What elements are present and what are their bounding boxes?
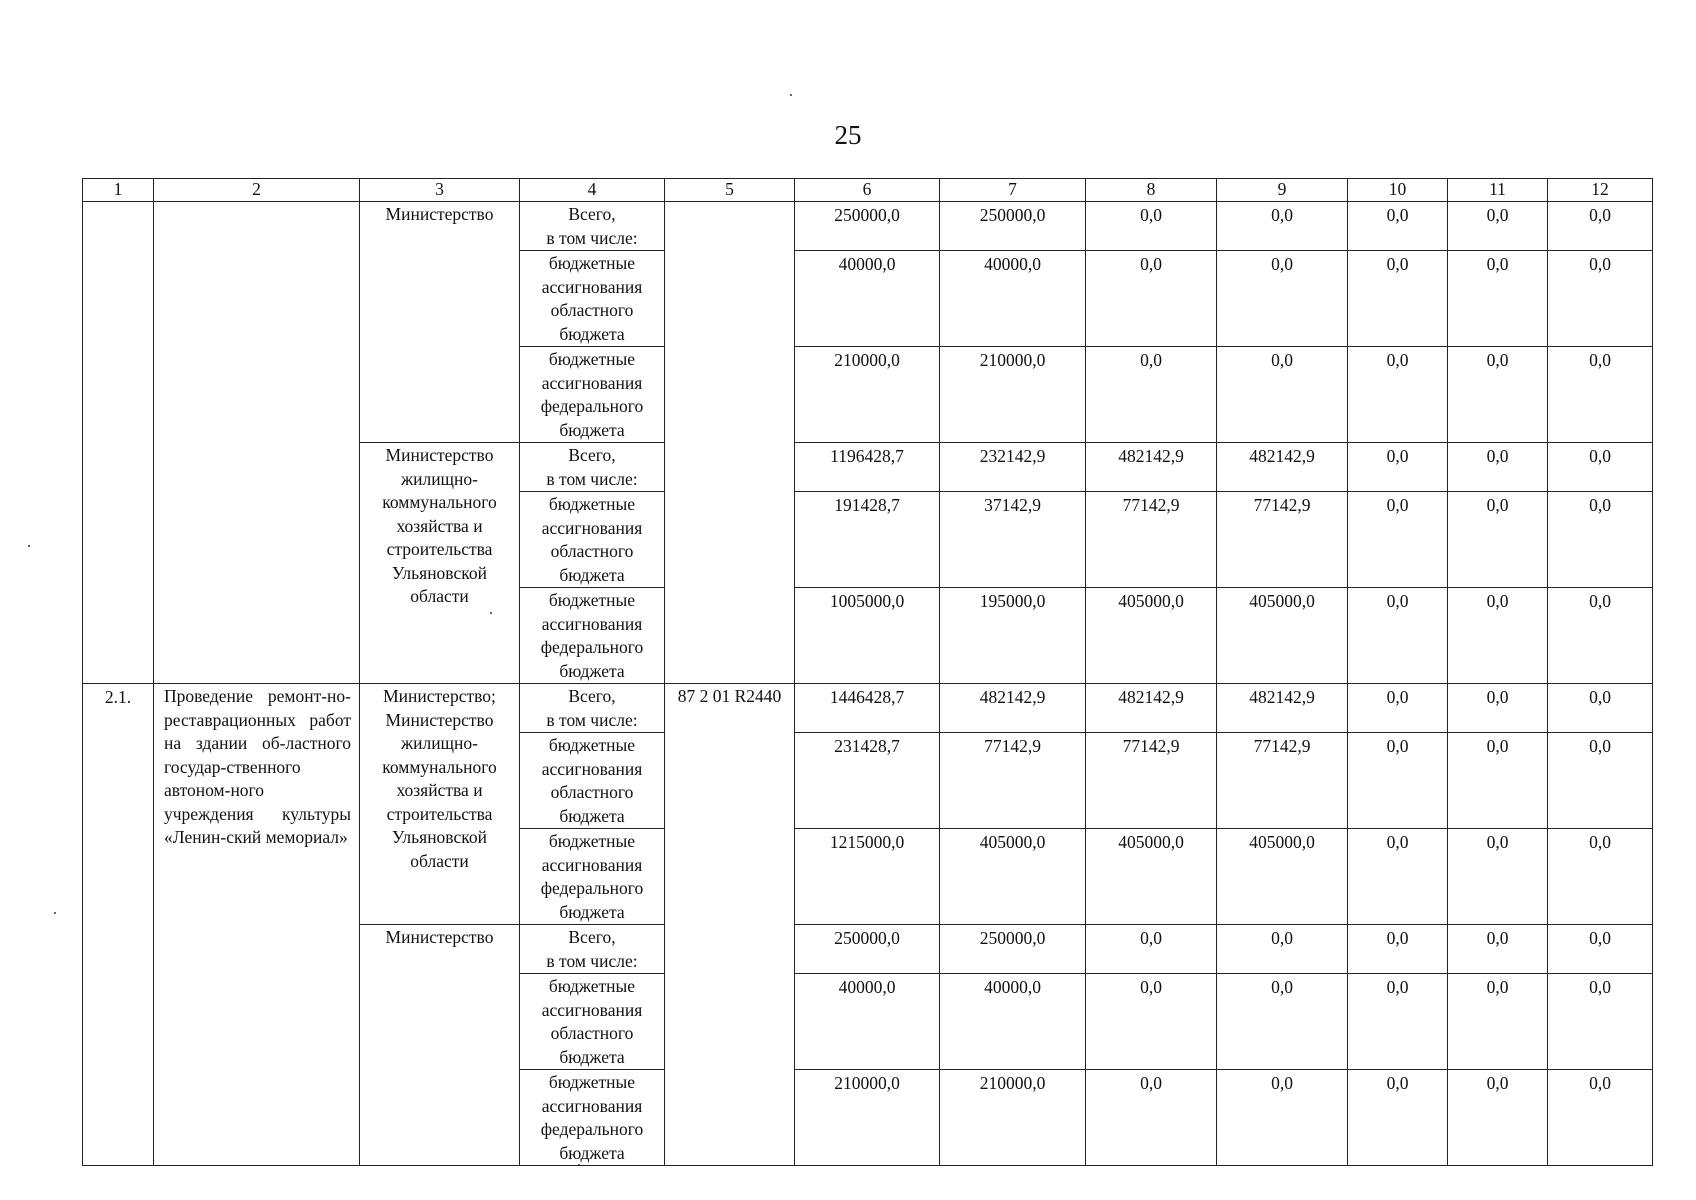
text-line: областного <box>550 300 634 320</box>
column-number-row <box>83 179 1653 202</box>
value-cell: 40000,0 <box>940 974 1086 1070</box>
value-cell: 250000,0 <box>940 925 1086 974</box>
value-cell: 40000,0 <box>795 974 940 1070</box>
text-line: бюджета <box>559 323 625 344</box>
funding-type-cell <box>520 588 665 684</box>
value-cell: 0,0 <box>1448 733 1548 829</box>
text-line: ассигнования <box>541 1095 643 1116</box>
value-cell: 77142,9 <box>1086 733 1217 829</box>
value-cell: 0,0 <box>1548 347 1653 443</box>
table-row <box>83 684 1653 733</box>
text-line: федерального <box>540 1119 644 1139</box>
value-cell: 191428,7 <box>795 492 940 588</box>
text-line: ассигнования <box>541 613 643 634</box>
value-cell: 0,0 <box>1448 251 1548 347</box>
funding-type-cell <box>520 347 665 443</box>
text-line: Ульяновской <box>392 827 487 847</box>
value-cell: 250000,0 <box>795 925 940 974</box>
text-line: бюджетные <box>548 831 636 851</box>
column-number: 2 <box>154 179 360 202</box>
value-cell: 40000,0 <box>795 251 940 347</box>
executor-cell <box>360 443 520 684</box>
scan-speck <box>28 545 30 547</box>
value-cell: 0,0 <box>1217 202 1348 251</box>
text-line: Всего, <box>568 927 616 947</box>
value-cell: 0,0 <box>1086 925 1217 974</box>
value-cell: 0,0 <box>1548 925 1653 974</box>
value-cell: 0,0 <box>1348 251 1448 347</box>
column-number: 3 <box>360 179 520 202</box>
value-cell: 1215000,0 <box>795 829 940 925</box>
value-cell: 0,0 <box>1548 829 1653 925</box>
value-cell: 210000,0 <box>795 1070 940 1166</box>
text-line: в том числе: <box>546 227 638 248</box>
value-cell: 0,0 <box>1348 492 1448 588</box>
text-line: жилищно- <box>401 733 478 753</box>
column-number: 5 <box>665 179 795 202</box>
column-number: 12 <box>1548 179 1653 202</box>
value-cell: 0,0 <box>1548 492 1653 588</box>
text-line: строительства <box>386 803 493 824</box>
value-cell: 0,0 <box>1086 1070 1217 1166</box>
text-line: бюджета <box>559 564 625 585</box>
text-line: бюджета <box>559 901 625 922</box>
value-cell: 0,0 <box>1217 974 1348 1070</box>
text-line: области <box>410 586 469 606</box>
column-number: 10 <box>1348 179 1448 202</box>
text-line: в том числе: <box>546 950 638 971</box>
text-line: бюджетные <box>548 976 636 996</box>
budget-code-cell: 87 2 01 R2440 <box>665 684 795 1166</box>
text-line: бюджетные <box>548 349 636 369</box>
value-cell: 77142,9 <box>940 733 1086 829</box>
value-cell: 0,0 <box>1548 1070 1653 1166</box>
value-cell: 0,0 <box>1448 925 1548 974</box>
text-line: бюджетные <box>548 253 636 273</box>
value-cell: 0,0 <box>1086 974 1217 1070</box>
value-cell: 0,0 <box>1348 1070 1448 1166</box>
text-line: бюджетные <box>548 735 636 755</box>
text-line: Ульяновской <box>392 562 487 583</box>
item-number-cell <box>83 202 154 684</box>
value-cell: 0,0 <box>1086 202 1217 251</box>
funding-type-cell <box>520 202 665 251</box>
text-line: бюджета <box>559 805 625 826</box>
funding-type-cell <box>520 492 665 588</box>
value-cell: 77142,9 <box>1217 492 1348 588</box>
value-cell: 210000,0 <box>940 347 1086 443</box>
value-cell: 405000,0 <box>1086 829 1217 925</box>
value-cell: 0,0 <box>1348 925 1448 974</box>
value-cell: 0,0 <box>1448 443 1548 492</box>
value-cell: 250000,0 <box>795 202 940 251</box>
value-cell: 40000,0 <box>940 251 1086 347</box>
value-cell: 0,0 <box>1548 588 1653 684</box>
value-cell: 0,0 <box>1348 974 1448 1070</box>
value-cell: 1196428,7 <box>795 443 940 492</box>
text-line: ассигнования <box>541 372 643 393</box>
funding-type-cell <box>520 1070 665 1166</box>
value-cell: 0,0 <box>1086 251 1217 347</box>
text-line: ассигнования <box>541 517 643 538</box>
value-cell: 482142,9 <box>1086 684 1217 733</box>
executor-cell <box>360 202 520 443</box>
text-line: хозяйства и <box>396 515 483 536</box>
text-line: бюджета <box>559 1046 625 1067</box>
value-cell: 405000,0 <box>1217 588 1348 684</box>
text-line: Всего, <box>568 445 616 465</box>
column-number: 1 <box>83 179 154 202</box>
text-line: бюджета <box>559 660 625 681</box>
value-cell: 195000,0 <box>940 588 1086 684</box>
item-name-cell: Проведение ремонт-но-реставрационных работ на здании об-ластного государ-ственного автоном-ного учреждения культуры «Ленин-ский мемориал» <box>154 684 360 1166</box>
text-line: области <box>410 850 469 871</box>
text-line: жилищно- <box>401 468 478 489</box>
funding-type-cell <box>520 684 665 733</box>
budget-table <box>82 178 1653 1166</box>
value-cell: 0,0 <box>1348 684 1448 733</box>
value-cell: 482142,9 <box>940 684 1086 733</box>
budget-code-cell <box>665 202 795 684</box>
value-cell: 1005000,0 <box>795 588 940 684</box>
value-cell: 37142,9 <box>940 492 1086 588</box>
value-cell: 1446428,7 <box>795 684 940 733</box>
text-line: бюджетные <box>548 494 636 514</box>
text-line: ассигнования <box>541 758 643 779</box>
value-cell: 0,0 <box>1548 251 1653 347</box>
value-cell: 0,0 <box>1086 347 1217 443</box>
value-cell: 0,0 <box>1448 202 1548 251</box>
text-line: ассигнования <box>541 276 643 297</box>
text-line: федерального <box>540 396 644 416</box>
executor-cell <box>360 925 520 1166</box>
funding-type-cell <box>520 733 665 829</box>
funding-type-cell <box>520 974 665 1070</box>
text-line: областного <box>550 1023 634 1043</box>
value-cell: 210000,0 <box>795 347 940 443</box>
value-cell: 0,0 <box>1548 733 1653 829</box>
text-line: Министерство <box>385 709 494 730</box>
text-line: Всего, <box>568 686 616 706</box>
text-line: строительства <box>386 539 493 559</box>
value-cell: 0,0 <box>1448 588 1548 684</box>
value-cell: 232142,9 <box>940 443 1086 492</box>
value-cell: 0,0 <box>1548 684 1653 733</box>
value-cell: 0,0 <box>1217 925 1348 974</box>
table-row <box>83 202 1653 251</box>
scan-speck <box>790 94 792 96</box>
value-cell: 0,0 <box>1548 974 1653 1070</box>
funding-type-cell <box>520 829 665 925</box>
column-number: 7 <box>940 179 1086 202</box>
value-cell: 0,0 <box>1348 202 1448 251</box>
page-number: 25 <box>834 120 862 150</box>
text-line: бюджета <box>559 1142 625 1163</box>
value-cell: 0,0 <box>1348 588 1448 684</box>
text-line: областного <box>550 541 634 561</box>
text-line: федерального <box>540 878 644 898</box>
text-line: в том числе: <box>546 468 638 489</box>
value-cell: 77142,9 <box>1086 492 1217 588</box>
column-number: 11 <box>1448 179 1548 202</box>
executor-cell <box>360 684 520 925</box>
text-line: ассигнования <box>541 854 643 875</box>
text-line: в том числе: <box>546 709 638 730</box>
value-cell: 231428,7 <box>795 733 940 829</box>
value-cell: 405000,0 <box>1086 588 1217 684</box>
value-cell: 0,0 <box>1348 443 1448 492</box>
value-cell: 0,0 <box>1548 443 1653 492</box>
column-number: 4 <box>520 179 665 202</box>
value-cell: 210000,0 <box>940 1070 1086 1166</box>
text-line: ассигнования <box>541 999 643 1020</box>
value-cell: 250000,0 <box>940 202 1086 251</box>
text-line: коммунального <box>382 756 497 777</box>
item-number-cell: 2.1. <box>83 684 154 1166</box>
column-number: 8 <box>1086 179 1217 202</box>
value-cell: 0,0 <box>1348 347 1448 443</box>
value-cell: 482142,9 <box>1217 443 1348 492</box>
text-line: Министерство <box>385 445 494 465</box>
value-cell: 0,0 <box>1217 1070 1348 1166</box>
value-cell: 0,0 <box>1448 1070 1548 1166</box>
text-line: Министерство <box>385 204 494 224</box>
item-name-cell <box>154 202 360 684</box>
value-cell: 0,0 <box>1448 492 1548 588</box>
funding-type-cell <box>520 443 665 492</box>
value-cell: 482142,9 <box>1086 443 1217 492</box>
value-cell: 405000,0 <box>1217 829 1348 925</box>
text-line: федерального <box>540 637 644 657</box>
value-cell: 77142,9 <box>1217 733 1348 829</box>
text-line: Министерство; <box>383 686 496 706</box>
value-cell: 482142,9 <box>1217 684 1348 733</box>
text-line: областного <box>550 782 634 802</box>
value-cell: 0,0 <box>1217 251 1348 347</box>
value-cell: 405000,0 <box>940 829 1086 925</box>
value-cell: 0,0 <box>1448 829 1548 925</box>
text-line: бюджетные <box>548 590 636 610</box>
text-line: хозяйства и <box>396 780 483 800</box>
funding-type-cell <box>520 251 665 347</box>
value-cell: 0,0 <box>1348 829 1448 925</box>
text-line: бюджета <box>559 419 625 440</box>
column-number: 6 <box>795 179 940 202</box>
text-line: коммунального <box>382 492 497 512</box>
column-number: 9 <box>1217 179 1348 202</box>
value-cell: 0,0 <box>1448 684 1548 733</box>
value-cell: 0,0 <box>1548 202 1653 251</box>
funding-type-cell <box>520 925 665 974</box>
value-cell: 0,0 <box>1348 733 1448 829</box>
text-line: Министерство <box>385 927 494 947</box>
value-cell: 0,0 <box>1217 347 1348 443</box>
text-line: Всего, <box>568 204 616 224</box>
text-line: бюджетные <box>548 1072 636 1092</box>
value-cell: 0,0 <box>1448 347 1548 443</box>
scan-speck <box>54 912 56 914</box>
value-cell: 0,0 <box>1448 974 1548 1070</box>
